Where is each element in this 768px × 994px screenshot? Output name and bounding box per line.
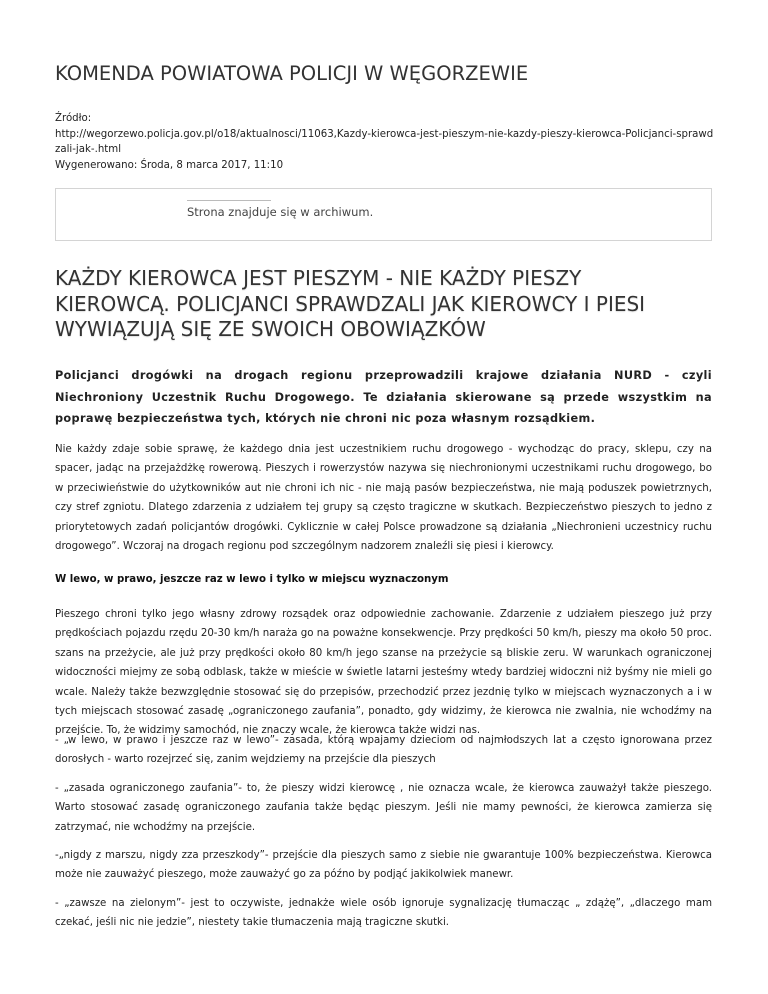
article-lead: Policjanci drogówki na drogach regionu przeprowadzili krajowe działania NURD - czyli Niechroniony Uczestnik Ruchu Drogowego. Te działania skierowane są przede wszystkim na poprawę bezpieczeństwa tych, których nie chroni nic poza własnym rozsądkiem. <box>55 369 712 425</box>
article-paragraph-6: - „zawsze na zielonym”- jest to oczywiste, jednakże wiele osób ignoruje sygnalizację tłumacząc „ zdążę”, „dlaczego mam czekać, jeśli nic nie jedzie”, niestety takie tłumaczenia mają tragiczne skutki. <box>55 898 712 929</box>
article-paragraph-2: Pieszego chroni tylko jego własny zdrowy rozsądek oraz odpowiednie zachowanie. Zdarzenie z udziałem pieszego już przy prędkościach pojazdu rzędu 20-30 km/h naraża go na poważne konsekwencje. Przy prędkości 50 km/h, pieszy ma około 50 proc. szans na przeżycie, ale już przy prędkości około 80 km/h jego szanse na przeżycie są bliskie zeru. W warunkach ograniczonej widoczności miejmy ze sobą odblask, także w mieście w świetle latarni jesteśmy wtedy bardziej widoczni niż byśmy nie mieli go wcale. Należy także bezwzględnie stosować się do przepisów, przechodzić przez jezdnię tylko w miejscach wyznaczonych a i w tych miejscach stosować zasadę „ograniczonego zaufania”, ponadto, gdy widzimy, że kierowca nie zwalnia, nie wchodźmy na przejście. To, że widzimy samochód, nie znaczy wcale, że kierowca także widzi nas. <box>55 609 712 737</box>
archive-notice-box <box>55 188 712 241</box>
generated-date: Wygenerowano: Środa, 8 marca 2017, 11:10 <box>55 159 284 171</box>
archive-notice: Strona znajduje się w archiwum. <box>187 205 374 219</box>
archive-divider <box>187 200 271 201</box>
article-paragraph-4: - „zasada ograniczonego zaufania”- to, że pieszy widzi kierowcę , nie oznacza wcale, że kierowca zauważył także pieszego. Warto stosować zasadę ograniczonego zaufania także będąc pieszym. Jeśli nie mamy pewności, że kierowca zamierza się zatrzymać, nie wchodźmy na przejście. <box>55 783 712 833</box>
site-title: KOMENDA POWIATOWA POLICJI W WĘGORZEWIE <box>55 62 529 85</box>
source-url[interactable]: http://wegorzewo.policja.gov.pl/o18/aktualnosci/11063,Kazdy-kierowca-jest-pieszym-nie-kazdy-pieszy-kierowca-Policjanci-sprawdzali-jak-.html <box>55 128 714 155</box>
article-paragraph-3: - „w lewo, w prawo i jeszcze raz w lewo”- zasada, którą wpajamy dzieciom od najmłodszych lat a często ignorowana przez dorosłych - warto rozejrzeć się, zanim wejdziemy na przejście dla pieszych <box>55 735 712 766</box>
article-paragraph-5: -„nigdy z marszu, nigdy zza przeszkody”- przejście dla pieszych samo z siebie nie gwarantuje 100% bezpieczeństwa. Kierowca może nie zauważyć pieszego, może zauważyć go za późno by podjąć jakikolwiek manewr. <box>55 850 712 881</box>
article-title: KAŻDY KIEROWCA JEST PIESZYM - NIE KAŻDY PIESZY KIEROWCĄ. POLICJANCI SPRAWDZALI JAK KIEROWCY I PIESI WYWIĄZUJĄ SIĘ ZE SWOICH OBOWIĄZKÓW <box>55 266 646 341</box>
source-label: Źródło: <box>55 113 92 124</box>
article-subheading: W lewo, w prawo, jeszcze raz w lewo i tylko w miejscu wyznaczonym <box>55 574 449 585</box>
source-info <box>55 111 715 173</box>
article-paragraph-1: Nie każdy zdaje sobie sprawę, że każdego dnia jest uczestnikiem ruchu drogowego - wychodząc do pracy, sklepu, czy na spacer, jadąc na przejażdżkę rowerową. Pieszych i rowerzystów nazywa się niechronionymi uczestnikami ruchu drogowego, bo w przeciwieństwie do użytkowników aut nie chroni ich nic - nie mają pasów bezpieczeństwa, nie mają poduszek powietrznych, czy stref zgniotu. Dlatego zdarzenia z udziałem tej grupy są często tragiczne w skutkach. Bezpieczeństwo pieszych to jedno z priorytetowych zadań policjantów drogówki. Cyklicznie w całej Polsce prowadzone są działania „Niechronieni uczestnicy ruchu drogowego”. Wczoraj na drogach regionu pod szczególnym nadzorem znaleźli się piesi i kierowcy. <box>55 444 712 553</box>
